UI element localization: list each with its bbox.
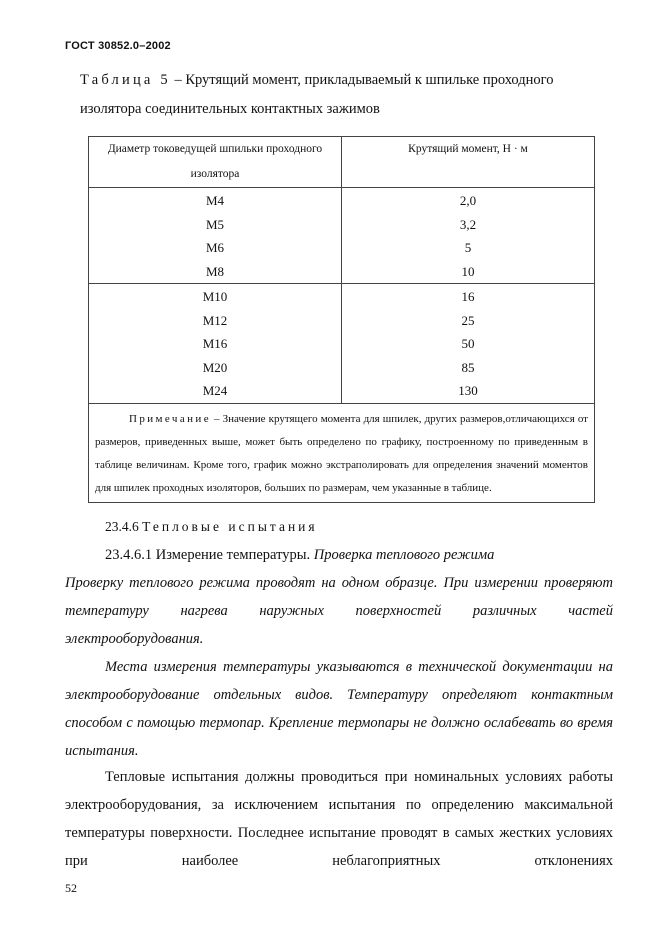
table-header-row [89,137,595,188]
torque-cell-group-2 [342,284,595,404]
header-torque: Крутящий момент, Н · м [342,137,595,188]
section-number: 23.4.6 [105,519,139,534]
table-cell: 130 [458,383,478,398]
table-cell: 50 [461,336,475,351]
table-group-2 [89,284,595,404]
header-diameter: Диаметр токоведущей шпильки проходного изолятора [89,137,342,188]
table-caption [80,66,615,124]
table-cell: М16 [202,336,228,351]
note-text: – Значение крутящего момента для шпилек, других размеров,отличающихся от размеров, приведенных выше, может быть определено по графику, построенному по приведенным в таблице величинам. Кроме того, график можно экстраполировать для определения значений моментов для шпилек проходных изоляторов, больших по размерам, чем указанные в таблице. [95,412,588,494]
section-heading [105,519,318,535]
document-header: ГОСТ 30852.0–2002 [65,40,171,52]
table-cell: М4 [205,193,225,208]
table-caption-label: Таблица 5 [80,72,171,88]
table-cell: М24 [202,383,228,398]
table-cell: 5 [464,240,472,255]
table-note [89,403,595,502]
table-cell: 3,2 [459,216,477,232]
table-cell: 16 [461,289,475,304]
note-label: Примечание [129,412,211,425]
table-cell: М12 [202,312,228,328]
paragraph-3: Тепловые испытания должны проводиться при номинальных условиях работы электрооборудования, за исключением испытания по определению максимальной температуры поверхности. Последнее испытание проводят в самых жестких условиях при наиболее неблагоприятных отклонениях [65,769,613,869]
table-cell: 10 [461,263,475,279]
torque-table [88,136,595,503]
table-cell: 25 [461,312,475,328]
table-cell: М10 [202,289,228,304]
subsection-subtitle: Проверка теплового режима [313,547,495,563]
table-note-row [89,403,595,502]
diameter-cell-group-1 [89,188,342,284]
table-cell: М8 [205,263,225,279]
paragraph-1: Проверку теплового режима проводят на одном образце. При измерении проверяют температуру нагрева наружных поверхностей различных частей электрооборудования. [65,575,613,647]
subsection-title: Измерение температуры. [155,547,311,563]
diameter-cell-group-2 [89,284,342,404]
table-cell: 2,0 [459,193,477,208]
table-cell: М6 [205,240,225,255]
page-number: 52 [65,881,77,895]
table-caption-text: – Крутящий момент, прикладываемый к шпильке проходного изолятора соединительных контактных зажимов [80,72,554,117]
subsection-number: 23.4.6.1 [105,547,153,563]
table-cell: М20 [202,359,228,375]
paragraph-2: Места измерения температуры указываются в технической документации на электрооборудование отдельных видов. Температуру определяют контактным способом с помощью термопар. Крепление термопары не должно ослабевать во время испытания. [65,659,613,759]
table-cell: 85 [461,359,475,375]
table-group-1 [89,188,595,284]
torque-cell-group-1 [342,188,595,284]
section-title: Тепловые испытания [142,519,318,534]
table-cell: М5 [205,216,225,232]
subsection-heading [65,541,613,569]
